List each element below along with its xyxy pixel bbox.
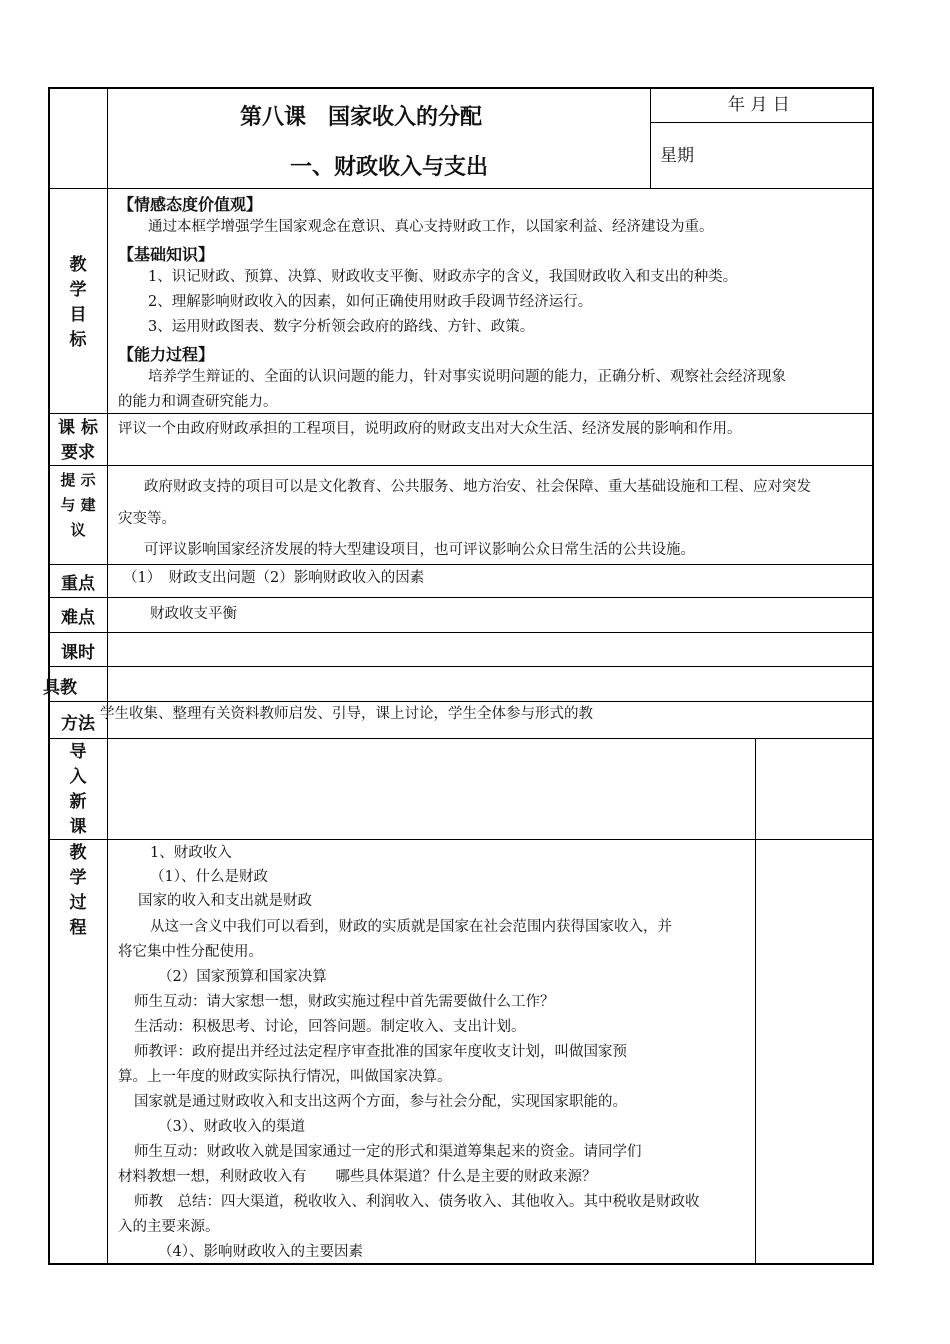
key-points-label: 重点 (61, 574, 95, 594)
process-line: 师教评：政府提出并经过法定程序审查批准的国家年度收支计划，叫做国家预 (134, 1044, 627, 1060)
goals-text: 3、运用财政图表、数字分析领会政府的路线、方针、政策。 (148, 319, 535, 335)
process-line: （4）、影响财政收入的主要因素 (158, 1244, 363, 1260)
process-line: 1、财政收入 (150, 845, 232, 861)
process-line: 师教 总结：四大渠道，税收收入、利润收入、债务收入、其他收入。其中税收是财政收 (134, 1194, 700, 1210)
process-line: （3）、财政收入的渠道 (158, 1119, 305, 1135)
tips-text: 可评议影响国家经济发展的特大型建设项目，也可评议影响公众日常生活的公共设施。 (144, 542, 695, 558)
goals-heading-attitude: 【情感态度价值观】 (118, 195, 263, 214)
standard-text: 评议一个由政府财政承担的工程项目，说明政府的财政支出对大众生活、经济发展的影响和作用。 (118, 421, 742, 437)
process-line: 将它集中性分配使用。 (118, 944, 263, 960)
intro-label: 导 入 新 课 (69, 742, 87, 837)
row-divider (48, 564, 874, 565)
row-divider (48, 701, 874, 702)
goals-text: 培养学生辩证的、全面的认识问题的能力，针对事实说明问题的能力，正确分析、观察社会经济现象 (148, 369, 786, 385)
process-label: 教 学 过 程 (69, 843, 87, 938)
process-line: 师生互动：财政收入就是国家通过一定的形式和渠道筹集起来的资金。请同学们 (134, 1144, 642, 1160)
row-divider (48, 465, 874, 466)
teaching-method-text: 学生收集、整理有关资料教师启发、引导，课上讨论，学生全体参与形式的教 (100, 706, 593, 722)
goals-text: 1、识记财政、预算、决算、财政收支平衡、财政赤字的含义，我国财政收入和支出的种类。 (148, 269, 738, 285)
goals-heading-knowledge: 【基础知识】 (118, 245, 215, 264)
process-line: 算。上一年度的财政实际执行情况，叫做国家决算。 (118, 1069, 452, 1085)
section-title: 一、财政收入与支出 (290, 155, 489, 180)
process-line: （2）国家预算和国家决算 (158, 969, 327, 985)
row-divider (48, 597, 874, 598)
row-divider (48, 413, 874, 414)
process-line: 入的主要来源。 (118, 1219, 220, 1235)
goals-label: 教 学 目 标 (69, 255, 87, 350)
goals-text: 2、理解影响财政收入的因素，如何正确使用财政手段调节经济运行。 (148, 294, 593, 310)
key-points-text: （1） 财政支出问题（2）影响财政收入的因素 (123, 570, 425, 586)
standard-label: 课 标 要求 (58, 418, 98, 463)
row-divider (48, 738, 874, 739)
process-line: 师生互动：请大家想一想，财政实施过程中首先需要做什么工作？ (134, 994, 555, 1010)
class-hours-label: 课时 (61, 643, 95, 663)
tips-text: 灾变等。 (118, 511, 176, 527)
tips-label: 提 示 与 建 议 (60, 471, 96, 539)
lesson-title: 第八课 国家收入的分配 (240, 105, 483, 130)
process-line: 生活动：积极思考、讨论，回答问题。制定收入、支出计划。 (134, 1019, 526, 1035)
process-line: 材料教想一想，利财政收入有 哪些具体渠道？什么是主要的财政来源？ (118, 1169, 597, 1185)
row-divider (48, 632, 874, 633)
goals-text: 的能力和调查研究能力。 (118, 394, 278, 410)
row-divider (48, 188, 874, 189)
date-column-divider (650, 88, 651, 188)
teaching-method-label: 方法 (61, 714, 95, 734)
process-line: （1）、什么是财政 (150, 869, 268, 885)
right-column-divider (755, 738, 756, 1264)
process-line: 从这一含义中我们可以看到，财政的实质就是国家在社会范围内获得国家收入，并 (150, 919, 672, 935)
date-row-divider (650, 122, 874, 123)
goals-heading-ability: 【能力过程】 (118, 345, 215, 364)
goals-text: 通过本框学增强学生国家观念在意识、真心支持财政工作，以国家利益、经济建设为重。 (148, 219, 714, 235)
difficult-points-label: 难点 (61, 608, 95, 628)
teaching-tools-label: 具教 (43, 678, 77, 698)
row-divider (48, 839, 874, 840)
process-line: 国家的收入和支出就是财政 (138, 893, 312, 909)
weekday-field: 星期 (660, 146, 694, 166)
date-field: 年 月 日 (728, 95, 790, 115)
difficult-points-text: 财政收支平衡 (150, 606, 237, 622)
label-column-divider (107, 88, 108, 1264)
tips-text: 政府财政支持的项目可以是文化教育、公共服务、地方治安、社会保障、重大基础设施和工程、应对突发 (144, 479, 811, 495)
row-divider (48, 666, 874, 667)
process-line: 国家就是通过财政收入和支出这两个方面，参与社会分配，实现国家职能的。 (134, 1094, 627, 1110)
